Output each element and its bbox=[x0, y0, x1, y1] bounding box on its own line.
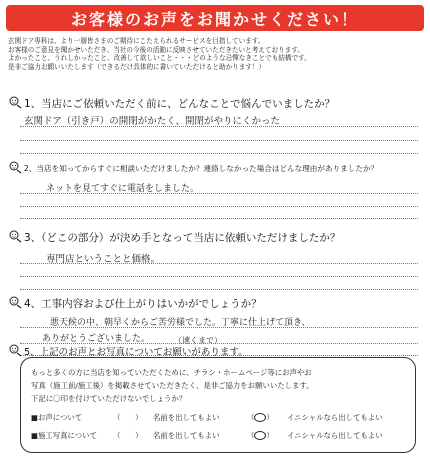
page-title: お客様のお声をお聞かせください！ bbox=[70, 9, 359, 29]
name-ok-label: 名前を出してもよい bbox=[153, 431, 220, 440]
initial-ok-checkbox[interactable]: （ ） bbox=[247, 413, 274, 422]
intro-line: 玄関ドア専科は、より一層皆さまのご期待にこたえられるサービスを目指しています。 bbox=[8, 37, 265, 45]
answer-rule bbox=[20, 193, 418, 194]
intro-line: よかったこと、うれしかったこと、改善して欲しいこと・・・どのような忌憚なきことでも結構です。 bbox=[8, 54, 311, 63]
permission-item-label: ■施工写真について bbox=[31, 431, 97, 440]
circle-mark-icon bbox=[254, 413, 266, 422]
pencil-person-icon bbox=[8, 160, 22, 174]
answer-rule bbox=[20, 153, 418, 154]
request-line: 写真（施工前/施工後）を掲載させていただきたく、是非ご協力をお願いいたします。 bbox=[31, 381, 314, 390]
name-ok-checkbox[interactable]: （ ） bbox=[113, 413, 143, 422]
answer-rule bbox=[20, 126, 418, 127]
intro-text bbox=[8, 37, 424, 71]
question-1 bbox=[6, 95, 424, 155]
answer-rule bbox=[20, 140, 418, 141]
request-line: 下記に〇印を付けていただけないでしょうか？ bbox=[31, 394, 187, 403]
answer-rule bbox=[20, 218, 418, 219]
initial-ok-checkbox[interactable]: （ ） bbox=[247, 431, 274, 440]
initial-ok-label: イニシャルなら出してもよい bbox=[287, 431, 383, 440]
question-1-answer: 玄関ドア（引き戸）の開閉がかたく、開閉がやりにくかった bbox=[24, 116, 281, 127]
answer-rule bbox=[20, 289, 418, 290]
question-2-answer: ネットを見てすぐに電話をしました。 bbox=[46, 184, 200, 194]
permission-row-photo bbox=[31, 430, 383, 441]
pencil-person-icon bbox=[8, 343, 22, 357]
question-4-answer-line-2: ありがとうございました。 bbox=[42, 334, 151, 344]
question-3 bbox=[6, 229, 424, 289]
photo-permission-box bbox=[20, 357, 416, 453]
answer-rule bbox=[20, 263, 418, 264]
question-5-label: 5、上記のお声とお写真についてお願いがあります。 bbox=[24, 347, 248, 358]
pencil-person-icon bbox=[8, 229, 22, 243]
permission-row-voice bbox=[31, 412, 383, 423]
initial-ok-label: イニシャルなら出してもよい bbox=[287, 413, 383, 422]
name-ok-label: 名前を出してもよい bbox=[153, 413, 220, 422]
answer-rule bbox=[20, 276, 418, 277]
question-5 bbox=[6, 343, 424, 357]
pencil-person-icon bbox=[8, 95, 22, 109]
pencil-person-icon bbox=[8, 295, 22, 309]
permission-item-label: ■お声について bbox=[31, 413, 83, 422]
question-3-answer: 専門店ということと価格。 bbox=[46, 254, 161, 265]
question-4-answer-note: （速くまで） bbox=[174, 336, 222, 345]
intro-line: お客様のご意見を聞かせいただき、当社の今後の活動に反映させていただきたいと考えております。 bbox=[8, 45, 304, 54]
question-2 bbox=[6, 160, 424, 218]
question-1-label: 1、当店にご依頼いただく前に、どんなことで悩んでいましたか？ bbox=[24, 98, 336, 110]
question-2-label: 2、当店を知ってからすぐに相談いただけましたか？連絡しなかった場合はどんな理由がありましたか？ bbox=[24, 164, 379, 173]
answer-rule bbox=[20, 327, 418, 328]
name-ok-checkbox[interactable]: （ ） bbox=[113, 431, 143, 440]
question-3-label: 3、（どこの部分）が決め手となって当店に依頼いただけましたか？ bbox=[24, 232, 341, 244]
circle-mark-icon bbox=[254, 431, 266, 440]
header-banner bbox=[6, 5, 424, 31]
question-4-answer-line-1: 悪天候の中、朝早くからご苦労様でした。丁寧に仕上げて頂き、 bbox=[50, 318, 311, 328]
request-line: もっと多くの方に当店を知っていただくために、チラシ・ホームページ等にお声やお bbox=[31, 368, 312, 377]
answer-rule bbox=[20, 206, 418, 207]
intro-line: 是非ご協力お願いいたします（できるだけ具体的に書いていただけると助かります！） bbox=[8, 62, 266, 71]
question-4-label: 4、工事内容および仕上がりはいかがでしょうか？ bbox=[24, 298, 262, 310]
